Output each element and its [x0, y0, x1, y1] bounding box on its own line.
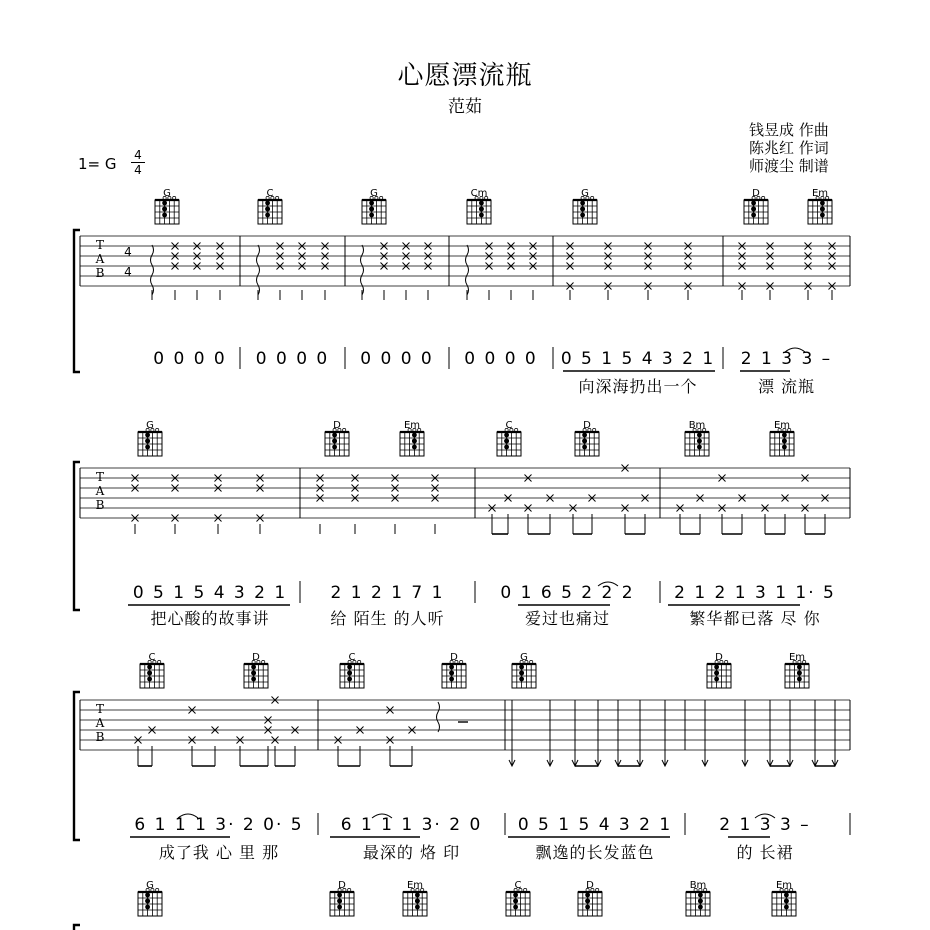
chord-diagram — [575, 420, 599, 456]
chord-finger-dot — [782, 439, 787, 444]
chord-finger-dot — [714, 671, 719, 676]
arpeggio-wave — [257, 245, 260, 295]
chord-finger-dot — [412, 445, 417, 450]
chord-diagram — [744, 188, 768, 224]
chord-diagram — [442, 652, 466, 688]
chord-finger-dot — [332, 433, 337, 438]
lyric-measure: 的 长裙 — [736, 843, 794, 862]
chord-name: Em — [775, 880, 793, 891]
lyric-measure: 成了我 心 里 那 — [158, 843, 280, 862]
arpeggio-wave — [466, 245, 469, 295]
chord-diagram — [258, 188, 282, 224]
chord-name: C — [514, 880, 522, 891]
chord-finger-dot — [162, 207, 167, 212]
chord-name: D — [252, 652, 260, 663]
chord-name: D — [333, 420, 341, 431]
tab-letter: T — [95, 702, 105, 716]
credit-transcriber: 师渡尘 制谱 — [749, 157, 829, 175]
chord-name: G — [163, 188, 171, 199]
chord-finger-dot — [504, 433, 509, 438]
chord-finger-dot — [797, 677, 802, 682]
chord-finger-dot — [449, 665, 454, 670]
tab-staff — [80, 468, 850, 518]
chord-finger-dot — [697, 445, 702, 450]
chord-diagram — [140, 652, 164, 688]
tab-staff — [80, 236, 850, 286]
chord-finger-dot — [347, 671, 352, 676]
chord-diagram — [138, 420, 162, 456]
credit-composer: 钱昱成 作曲 — [749, 121, 829, 139]
chord-diagram — [772, 880, 796, 916]
chord-finger-dot — [519, 677, 524, 682]
chord-name: C — [148, 652, 156, 663]
chord-finger-dot — [449, 677, 454, 682]
chord-finger-dot — [820, 213, 825, 218]
chord-finger-dot — [580, 201, 585, 206]
lyric-measure: 给 陌生 的人听 — [330, 609, 445, 628]
chord-diagram — [707, 652, 731, 688]
time-signature-top: 4 — [134, 148, 142, 162]
notation-measure: 2 1 2 1 7 1 — [330, 583, 445, 603]
chord-finger-dot — [751, 207, 756, 212]
chord-finger-dot — [265, 207, 270, 212]
chord-finger-dot — [415, 893, 420, 898]
notation-measure: 6 1 1 1 3· 2 0 — [340, 815, 483, 835]
chord-name: Em — [406, 880, 424, 891]
lyric-measure: 漂 流瓶 — [757, 377, 816, 396]
chord-diagram — [686, 880, 710, 916]
chord-finger-dot — [412, 433, 417, 438]
chord-diagram — [497, 420, 521, 456]
chord-finger-dot — [332, 439, 337, 444]
song-title: 心愿漂流瓶 — [397, 61, 533, 91]
credit-lyricist: 陈兆红 作词 — [749, 139, 829, 157]
chord-finger-dot — [751, 213, 756, 218]
chord-diagram — [362, 188, 386, 224]
chord-name: G — [146, 420, 154, 431]
chord-finger-dot — [265, 213, 270, 218]
chord-finger-dot — [697, 433, 702, 438]
tab-time-bottom: 4 — [124, 265, 132, 279]
chord-diagram — [138, 880, 162, 916]
system-bracket — [74, 462, 80, 610]
chord-finger-dot — [479, 213, 484, 218]
notation-measure: 0 0 0 0 — [255, 349, 330, 369]
chord-finger-dot — [162, 213, 167, 218]
tab-letter: B — [95, 266, 105, 280]
chord-finger-dot — [147, 671, 152, 676]
chord-finger-dot — [784, 905, 789, 910]
notation-measure: 0 0 0 0 — [464, 349, 538, 369]
chord-finger-dot — [369, 213, 374, 218]
lyric-measure: 爱过也痛过 — [524, 609, 611, 628]
lyric-measure: 最深的 烙 印 — [362, 843, 461, 862]
chord-diagram — [578, 880, 602, 916]
tab-letter: A — [95, 484, 105, 498]
chord-finger-dot — [415, 905, 420, 910]
chord-finger-dot — [513, 893, 518, 898]
chord-diagram — [155, 188, 179, 224]
chord-finger-dot — [585, 893, 590, 898]
chord-finger-dot — [147, 677, 152, 682]
chord-diagram — [467, 188, 491, 224]
chord-name: Em — [811, 188, 829, 199]
tab-letter: B — [95, 730, 105, 744]
chord-finger-dot — [698, 893, 703, 898]
chord-finger-dot — [251, 671, 256, 676]
chord-finger-dot — [504, 445, 509, 450]
chord-finger-dot — [449, 671, 454, 676]
lyric-measure: 向深海扔出一个 — [578, 377, 698, 396]
chord-finger-dot — [784, 899, 789, 904]
chord-finger-dot — [585, 899, 590, 904]
chord-finger-dot — [479, 207, 484, 212]
arpeggio-wave — [437, 702, 440, 732]
arpeggio-wave — [151, 245, 154, 295]
chord-finger-dot — [347, 665, 352, 670]
chord-name: G — [581, 188, 589, 199]
tab-letter: B — [95, 498, 105, 512]
notation-measure: 0 5 1 5 4 3 2 1 — [517, 815, 673, 835]
chord-finger-dot — [369, 201, 374, 206]
arpeggio-wave — [361, 245, 364, 295]
chord-finger-dot — [145, 433, 150, 438]
chord-finger-dot — [714, 677, 719, 682]
chord-diagram — [785, 652, 809, 688]
chord-finger-dot — [714, 665, 719, 670]
chord-name: C — [348, 652, 356, 663]
chord-name: D — [586, 880, 594, 891]
system-bracket — [74, 925, 80, 930]
chord-finger-dot — [145, 905, 150, 910]
lyric-measure: 繁华都已落 尽 你 — [689, 609, 821, 628]
chord-finger-dot — [145, 899, 150, 904]
chord-finger-dot — [820, 207, 825, 212]
notation-measure: 6 1 1 1 3· 2 0· 5 — [134, 815, 304, 835]
notation-measure: 0 0 0 0 — [153, 349, 227, 369]
notation-measure: 0 5 1 5 4 3 2 1 — [132, 583, 288, 603]
chord-finger-dot — [519, 665, 524, 670]
chord-finger-dot — [251, 665, 256, 670]
chord-name: G — [370, 188, 378, 199]
time-signature-bottom: 4 — [134, 163, 142, 177]
chord-name: D — [715, 652, 723, 663]
chord-finger-dot — [580, 213, 585, 218]
notation-measure: 2 1 2 1 3 1 1· 5 — [674, 583, 836, 603]
chord-finger-dot — [585, 905, 590, 910]
system-bracket — [74, 230, 80, 372]
tab-letter: A — [95, 252, 105, 266]
chord-diagram — [330, 880, 354, 916]
chord-finger-dot — [782, 445, 787, 450]
chord-finger-dot — [519, 671, 524, 676]
chord-finger-dot — [332, 445, 337, 450]
chord-diagram — [685, 420, 709, 456]
chord-name: D — [450, 652, 458, 663]
chord-finger-dot — [697, 439, 702, 444]
tab-letter: T — [95, 470, 105, 484]
chord-name: D — [752, 188, 760, 199]
singer-name: 范茹 — [448, 97, 482, 117]
chord-finger-dot — [782, 433, 787, 438]
chord-finger-dot — [337, 893, 342, 898]
chord-finger-dot — [784, 893, 789, 898]
chord-name: Cm — [470, 188, 488, 199]
chord-name: D — [338, 880, 346, 891]
chord-finger-dot — [582, 439, 587, 444]
chord-finger-dot — [504, 439, 509, 444]
chord-finger-dot — [479, 201, 484, 206]
notation-measure: 0 0 0 0 — [360, 349, 434, 369]
chord-name: G — [520, 652, 528, 663]
chord-diagram — [573, 188, 597, 224]
lyric-measure: 把心酸的故事讲 — [150, 609, 270, 628]
chord-diagram — [340, 652, 364, 688]
chord-finger-dot — [751, 201, 756, 206]
chord-name: Bm — [688, 420, 706, 431]
key-signature: 1= G — [78, 155, 117, 173]
chord-finger-dot — [415, 899, 420, 904]
chord-finger-dot — [820, 201, 825, 206]
tab-time-top: 4 — [124, 245, 132, 259]
chord-name: D — [583, 420, 591, 431]
chord-finger-dot — [265, 201, 270, 206]
chord-diagram — [325, 420, 349, 456]
system-bracket — [74, 692, 80, 840]
chord-finger-dot — [582, 433, 587, 438]
chord-finger-dot — [582, 445, 587, 450]
chord-finger-dot — [698, 905, 703, 910]
chord-name: Bm — [689, 880, 707, 891]
chord-name: C — [505, 420, 513, 431]
chord-diagram — [808, 188, 832, 224]
chord-finger-dot — [412, 439, 417, 444]
notation-measure: 0 5 1 5 4 3 2 1 — [560, 349, 716, 369]
chord-diagram — [244, 652, 268, 688]
chord-finger-dot — [513, 905, 518, 910]
chord-finger-dot — [337, 905, 342, 910]
notation-measure: 2 1 3 3 – — [719, 815, 811, 835]
chord-finger-dot — [369, 207, 374, 212]
chord-finger-dot — [162, 201, 167, 206]
chord-name: C — [266, 188, 274, 199]
chord-finger-dot — [145, 445, 150, 450]
chord-diagram — [512, 652, 536, 688]
chord-finger-dot — [147, 665, 152, 670]
chord-finger-dot — [698, 899, 703, 904]
tab-letter: A — [95, 716, 105, 730]
notation-measure: 2 1 3 3 – — [740, 349, 833, 369]
chord-diagram — [400, 420, 424, 456]
chord-diagram — [403, 880, 427, 916]
chord-name: G — [146, 880, 154, 891]
chord-name: Em — [403, 420, 421, 431]
chord-finger-dot — [580, 207, 585, 212]
tab-letter: T — [95, 238, 105, 252]
chord-name: Em — [788, 652, 806, 663]
chord-name: Em — [773, 420, 791, 431]
chord-diagram — [506, 880, 530, 916]
chord-finger-dot — [797, 665, 802, 670]
chord-finger-dot — [251, 677, 256, 682]
chord-finger-dot — [797, 671, 802, 676]
chord-finger-dot — [513, 899, 518, 904]
lyric-measure: 飘逸的长发蓝色 — [535, 843, 655, 862]
chord-finger-dot — [347, 677, 352, 682]
chord-finger-dot — [337, 899, 342, 904]
chord-diagram — [770, 420, 794, 456]
notation-measure: 0 1 6 5 2 2 2 — [500, 583, 635, 603]
tab-staff — [80, 700, 850, 750]
chord-finger-dot — [145, 893, 150, 898]
chord-finger-dot — [145, 439, 150, 444]
